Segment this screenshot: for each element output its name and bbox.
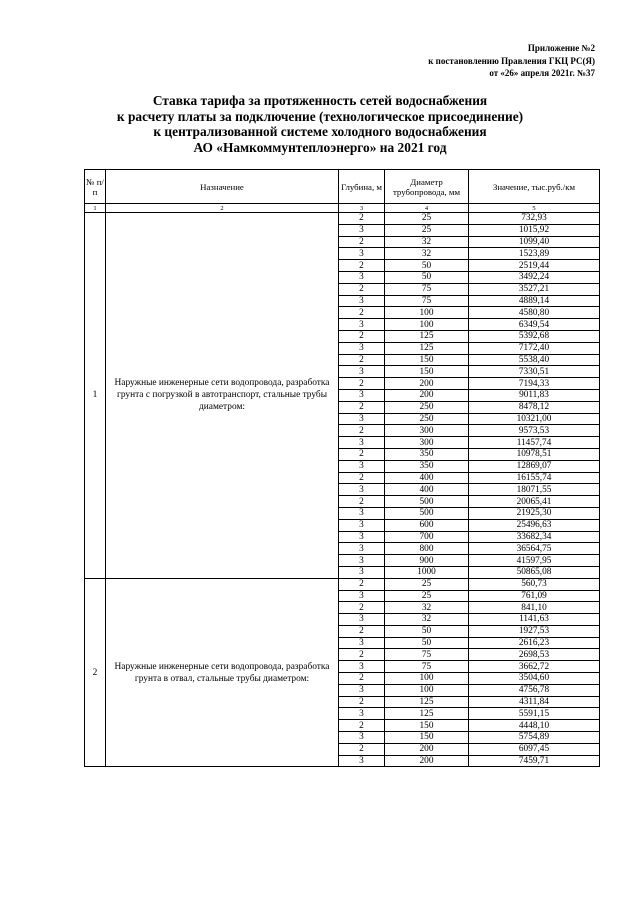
- appendix-header: [428, 42, 595, 80]
- depth-cell: 3: [339, 248, 385, 260]
- depth-cell: 2: [339, 578, 385, 590]
- appendix-title: Приложение №2: [527, 43, 595, 53]
- depth-cell: 2: [339, 448, 385, 460]
- depth-cell: 3: [339, 555, 385, 567]
- value-cell: 1927,53: [469, 625, 600, 637]
- diameter-cell: 50: [385, 260, 469, 272]
- depth-cell: 2: [339, 625, 385, 637]
- depth-cell: 3: [339, 295, 385, 307]
- value-cell: 9011,83: [469, 389, 600, 401]
- value-cell: 3504,60: [469, 673, 600, 685]
- depth-cell: 3: [339, 319, 385, 331]
- col-header-diameter: Диаметр трубопровода, мм: [385, 170, 469, 204]
- diameter-cell: 250: [385, 401, 469, 413]
- diameter-cell: 400: [385, 472, 469, 484]
- diameter-cell: 25: [385, 590, 469, 602]
- depth-cell: 2: [339, 472, 385, 484]
- value-cell: 4311,84: [469, 696, 600, 708]
- row-number: 1: [85, 213, 106, 579]
- diameter-cell: 32: [385, 602, 469, 614]
- diameter-cell: 25: [385, 213, 469, 225]
- depth-cell: 2: [339, 743, 385, 755]
- depth-cell: 3: [339, 224, 385, 236]
- value-cell: 33682,34: [469, 531, 600, 543]
- diameter-cell: 500: [385, 507, 469, 519]
- diameter-cell: 100: [385, 684, 469, 696]
- value-cell: 9573,53: [469, 425, 600, 437]
- diameter-cell: 50: [385, 271, 469, 283]
- table-body: [85, 213, 600, 767]
- value-cell: 7330,51: [469, 366, 600, 378]
- value-cell: 7194,33: [469, 378, 600, 390]
- depth-cell: 2: [339, 696, 385, 708]
- value-cell: 4756,78: [469, 684, 600, 696]
- value-cell: 2616,23: [469, 637, 600, 649]
- depth-cell: 3: [339, 708, 385, 720]
- diameter-cell: 32: [385, 614, 469, 626]
- diameter-cell: 100: [385, 307, 469, 319]
- depth-cell: 2: [339, 378, 385, 390]
- value-cell: 1099,40: [469, 236, 600, 248]
- depth-cell: 3: [339, 637, 385, 649]
- diameter-cell: 600: [385, 519, 469, 531]
- depth-cell: 3: [339, 566, 385, 578]
- depth-cell: 2: [339, 283, 385, 295]
- value-cell: 761,09: [469, 590, 600, 602]
- value-cell: 20065,41: [469, 496, 600, 508]
- diameter-cell: 700: [385, 531, 469, 543]
- value-cell: 732,93: [469, 213, 600, 225]
- value-cell: 18071,55: [469, 484, 600, 496]
- value-cell: 11457,74: [469, 437, 600, 449]
- table-row: [85, 213, 600, 225]
- value-cell: 41597,95: [469, 555, 600, 567]
- value-cell: 21925,30: [469, 507, 600, 519]
- depth-cell: 3: [339, 684, 385, 696]
- value-cell: 10978,51: [469, 448, 600, 460]
- row-description: Наружные инженерные сети водопровода, разработка грунта в отвал, стальные трубы диаметром:: [106, 578, 339, 767]
- value-cell: 841,10: [469, 602, 600, 614]
- row-description: Наружные инженерные сети водопровода, разработка грунта с погрузкой в автотранспорт, стальные трубы диаметром:: [106, 213, 339, 579]
- depth-cell: 2: [339, 720, 385, 732]
- depth-cell: 3: [339, 389, 385, 401]
- depth-cell: 3: [339, 519, 385, 531]
- diameter-cell: 200: [385, 755, 469, 767]
- title-line: Ставка тарифа за протяженность сетей водоснабжения: [152, 93, 488, 108]
- depth-cell: 2: [339, 307, 385, 319]
- depth-cell: 2: [339, 401, 385, 413]
- diameter-cell: 100: [385, 319, 469, 331]
- diameter-cell: 1000: [385, 566, 469, 578]
- col-number: 3: [339, 204, 385, 213]
- value-cell: 4448,10: [469, 720, 600, 732]
- value-cell: 50865,08: [469, 566, 600, 578]
- depth-cell: 2: [339, 213, 385, 225]
- value-cell: 25496,63: [469, 519, 600, 531]
- value-cell: 5754,89: [469, 732, 600, 744]
- value-cell: 1523,89: [469, 248, 600, 260]
- diameter-cell: 75: [385, 661, 469, 673]
- value-cell: 4580,80: [469, 307, 600, 319]
- diameter-cell: 150: [385, 720, 469, 732]
- row-number: 2: [85, 578, 106, 767]
- diameter-cell: 50: [385, 637, 469, 649]
- depth-cell: 3: [339, 590, 385, 602]
- diameter-cell: 500: [385, 496, 469, 508]
- col-number: 1: [85, 204, 106, 213]
- diameter-cell: 125: [385, 708, 469, 720]
- depth-cell: 2: [339, 260, 385, 272]
- depth-cell: 3: [339, 531, 385, 543]
- diameter-cell: 125: [385, 696, 469, 708]
- depth-cell: 3: [339, 342, 385, 354]
- diameter-cell: 250: [385, 413, 469, 425]
- appendix-date: от «26» апреля 2021г. №37: [489, 68, 595, 78]
- diameter-cell: 800: [385, 543, 469, 555]
- col-number: 5: [469, 204, 600, 213]
- title-line: АО «Намкоммунтеплоэнерго» на 2021 год: [193, 139, 447, 155]
- value-cell: 2698,53: [469, 649, 600, 661]
- diameter-cell: 150: [385, 366, 469, 378]
- value-cell: 16155,74: [469, 472, 600, 484]
- value-cell: 560,73: [469, 578, 600, 590]
- value-cell: 6097,45: [469, 743, 600, 755]
- diameter-cell: 75: [385, 649, 469, 661]
- depth-cell: 2: [339, 673, 385, 685]
- depth-cell: 2: [339, 496, 385, 508]
- document-title: [0, 93, 640, 155]
- depth-cell: 2: [339, 425, 385, 437]
- col-number: 4: [385, 204, 469, 213]
- diameter-cell: 200: [385, 378, 469, 390]
- diameter-cell: 900: [385, 555, 469, 567]
- depth-cell: 2: [339, 649, 385, 661]
- diameter-cell: 150: [385, 354, 469, 366]
- value-cell: 7459,71: [469, 755, 600, 767]
- value-cell: 2519,44: [469, 260, 600, 272]
- value-cell: 6349,54: [469, 319, 600, 331]
- diameter-cell: 400: [385, 484, 469, 496]
- value-cell: 10321,00: [469, 413, 600, 425]
- diameter-cell: 125: [385, 330, 469, 342]
- value-cell: 3492,24: [469, 271, 600, 283]
- value-cell: 8478,12: [469, 401, 600, 413]
- value-cell: 5591,15: [469, 708, 600, 720]
- diameter-cell: 300: [385, 437, 469, 449]
- depth-cell: 3: [339, 271, 385, 283]
- depth-cell: 3: [339, 507, 385, 519]
- diameter-cell: 25: [385, 224, 469, 236]
- depth-cell: 3: [339, 460, 385, 472]
- diameter-cell: 50: [385, 625, 469, 637]
- depth-cell: 3: [339, 732, 385, 744]
- value-cell: 3527,21: [469, 283, 600, 295]
- diameter-cell: 75: [385, 283, 469, 295]
- diameter-cell: 100: [385, 673, 469, 685]
- value-cell: 12869,07: [469, 460, 600, 472]
- value-cell: 4889,14: [469, 295, 600, 307]
- depth-cell: 3: [339, 614, 385, 626]
- value-cell: 5392,68: [469, 330, 600, 342]
- value-cell: 36564,75: [469, 543, 600, 555]
- depth-cell: 3: [339, 366, 385, 378]
- depth-cell: 3: [339, 413, 385, 425]
- depth-cell: 3: [339, 661, 385, 673]
- value-cell: 5538,40: [469, 354, 600, 366]
- diameter-cell: 350: [385, 460, 469, 472]
- col-header-no: № п/п: [85, 170, 106, 204]
- depth-cell: 2: [339, 354, 385, 366]
- title-line: к централизованной системе холодного водоснабжения: [153, 124, 487, 139]
- title-line: к расчету платы за подключение (технологическое присоединение): [116, 108, 524, 124]
- diameter-cell: 32: [385, 236, 469, 248]
- value-cell: 3662,72: [469, 661, 600, 673]
- diameter-cell: 200: [385, 743, 469, 755]
- depth-cell: 3: [339, 437, 385, 449]
- diameter-cell: 75: [385, 295, 469, 307]
- diameter-cell: 350: [385, 448, 469, 460]
- value-cell: 7172,40: [469, 342, 600, 354]
- diameter-cell: 300: [385, 425, 469, 437]
- appendix-resolution: к постановлению Правления ГКЦ РС(Я): [428, 55, 595, 66]
- diameter-cell: 32: [385, 248, 469, 260]
- depth-cell: 3: [339, 484, 385, 496]
- diameter-cell: 200: [385, 389, 469, 401]
- depth-cell: 2: [339, 330, 385, 342]
- table-row: [85, 578, 600, 590]
- depth-cell: 3: [339, 543, 385, 555]
- col-header-purpose: Назначение: [106, 170, 339, 204]
- value-cell: 1015,92: [469, 224, 600, 236]
- depth-cell: 2: [339, 236, 385, 248]
- diameter-cell: 125: [385, 342, 469, 354]
- depth-cell: 3: [339, 755, 385, 767]
- diameter-cell: 25: [385, 578, 469, 590]
- tariff-table: [84, 169, 600, 767]
- col-header-value: Значение, тыс.руб./км: [469, 170, 600, 204]
- col-number: 2: [106, 204, 339, 213]
- diameter-cell: 150: [385, 732, 469, 744]
- depth-cell: 2: [339, 602, 385, 614]
- col-header-depth: Глубина, м: [339, 170, 385, 204]
- value-cell: 1141,63: [469, 614, 600, 626]
